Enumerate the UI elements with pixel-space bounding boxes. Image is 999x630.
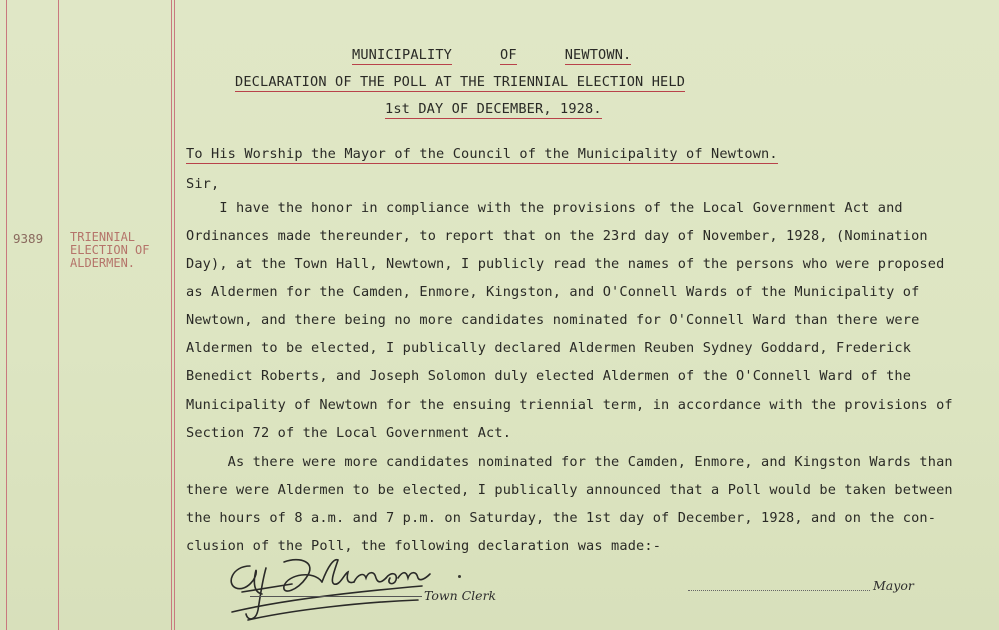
body-line: Aldermen to be elected, I publically declared Aldermen Reuben Sydney Goddard, Frederick <box>186 340 912 356</box>
heading-title <box>352 47 631 63</box>
margin-rule-main-double <box>174 0 175 630</box>
body-line: there were Aldermen to be elected, I publically announced that a Poll would be taken between <box>186 482 953 498</box>
body-line: Municipality of Newtown for the ensuing triennial term, in accordance with the provisions of <box>186 397 953 413</box>
body-line: clusion of the Poll, the following declaration was made:- <box>186 538 662 554</box>
ink-dot <box>458 575 461 578</box>
margin-subject-line: TRIENNIAL <box>70 230 136 244</box>
body-line: Day), at the Town Hall, Newtown, I publicly read the names of the persons who were proposed <box>186 256 945 272</box>
salutation: Sir, <box>186 176 220 192</box>
margin-subject-line: ALDERMEN. <box>70 256 136 270</box>
heading-subtitle: DECLARATION OF THE POLL AT THE TRIENNIAL ELECTION HELD <box>235 74 686 90</box>
folio-number: 9389 <box>13 231 44 246</box>
heading-word: NEWTOWN. <box>564 47 632 63</box>
addressee-line: To His Worship the Mayor of the Council of the Municipality of Newtown. <box>186 146 778 162</box>
body-line: As there were more candidates nominated for the Camden, Enmore, and Kingston Wards than <box>186 454 953 470</box>
town-clerk-signature-line <box>250 596 422 597</box>
mayor-signature-line <box>688 590 870 591</box>
margin-subject <box>70 231 170 270</box>
margin-subject-line: ELECTION OF <box>70 243 150 257</box>
mayor-caption: Mayor <box>873 578 914 593</box>
body-line: Section 72 of the Local Government Act. <box>186 425 512 441</box>
body-line: Ordinances made thereunder, to report that on the 23rd day of November, 1928, (Nomination <box>186 228 928 244</box>
town-clerk-caption: Town Clerk <box>424 588 497 603</box>
body-line: Newtown, and there being no more candidates nominated for O'Connell Ward than there were <box>186 312 920 328</box>
margin-rule-left <box>6 0 7 630</box>
heading-word: MUNICIPALITY <box>352 47 453 63</box>
heading-word: OF <box>500 47 517 63</box>
margin-rule-folio <box>58 0 59 630</box>
heading-date: 1st DAY OF DECEMBER, 1928. <box>385 101 602 117</box>
body-line: the hours of 8 a.m. and 7 p.m. on Saturday, the 1st day of December, 1928, and on the con- <box>186 510 937 526</box>
margin-rule-main <box>171 0 172 630</box>
body-line: as Aldermen for the Camden, Enmore, Kingston, and O'Connell Wards of the Municipality of <box>186 284 920 300</box>
body-line: Benedict Roberts, and Joseph Solomon duly elected Aldermen of the O'Connell Ward of the <box>186 368 912 384</box>
body-line: I have the honor in compliance with the provisions of the Local Government Act and <box>186 200 903 216</box>
